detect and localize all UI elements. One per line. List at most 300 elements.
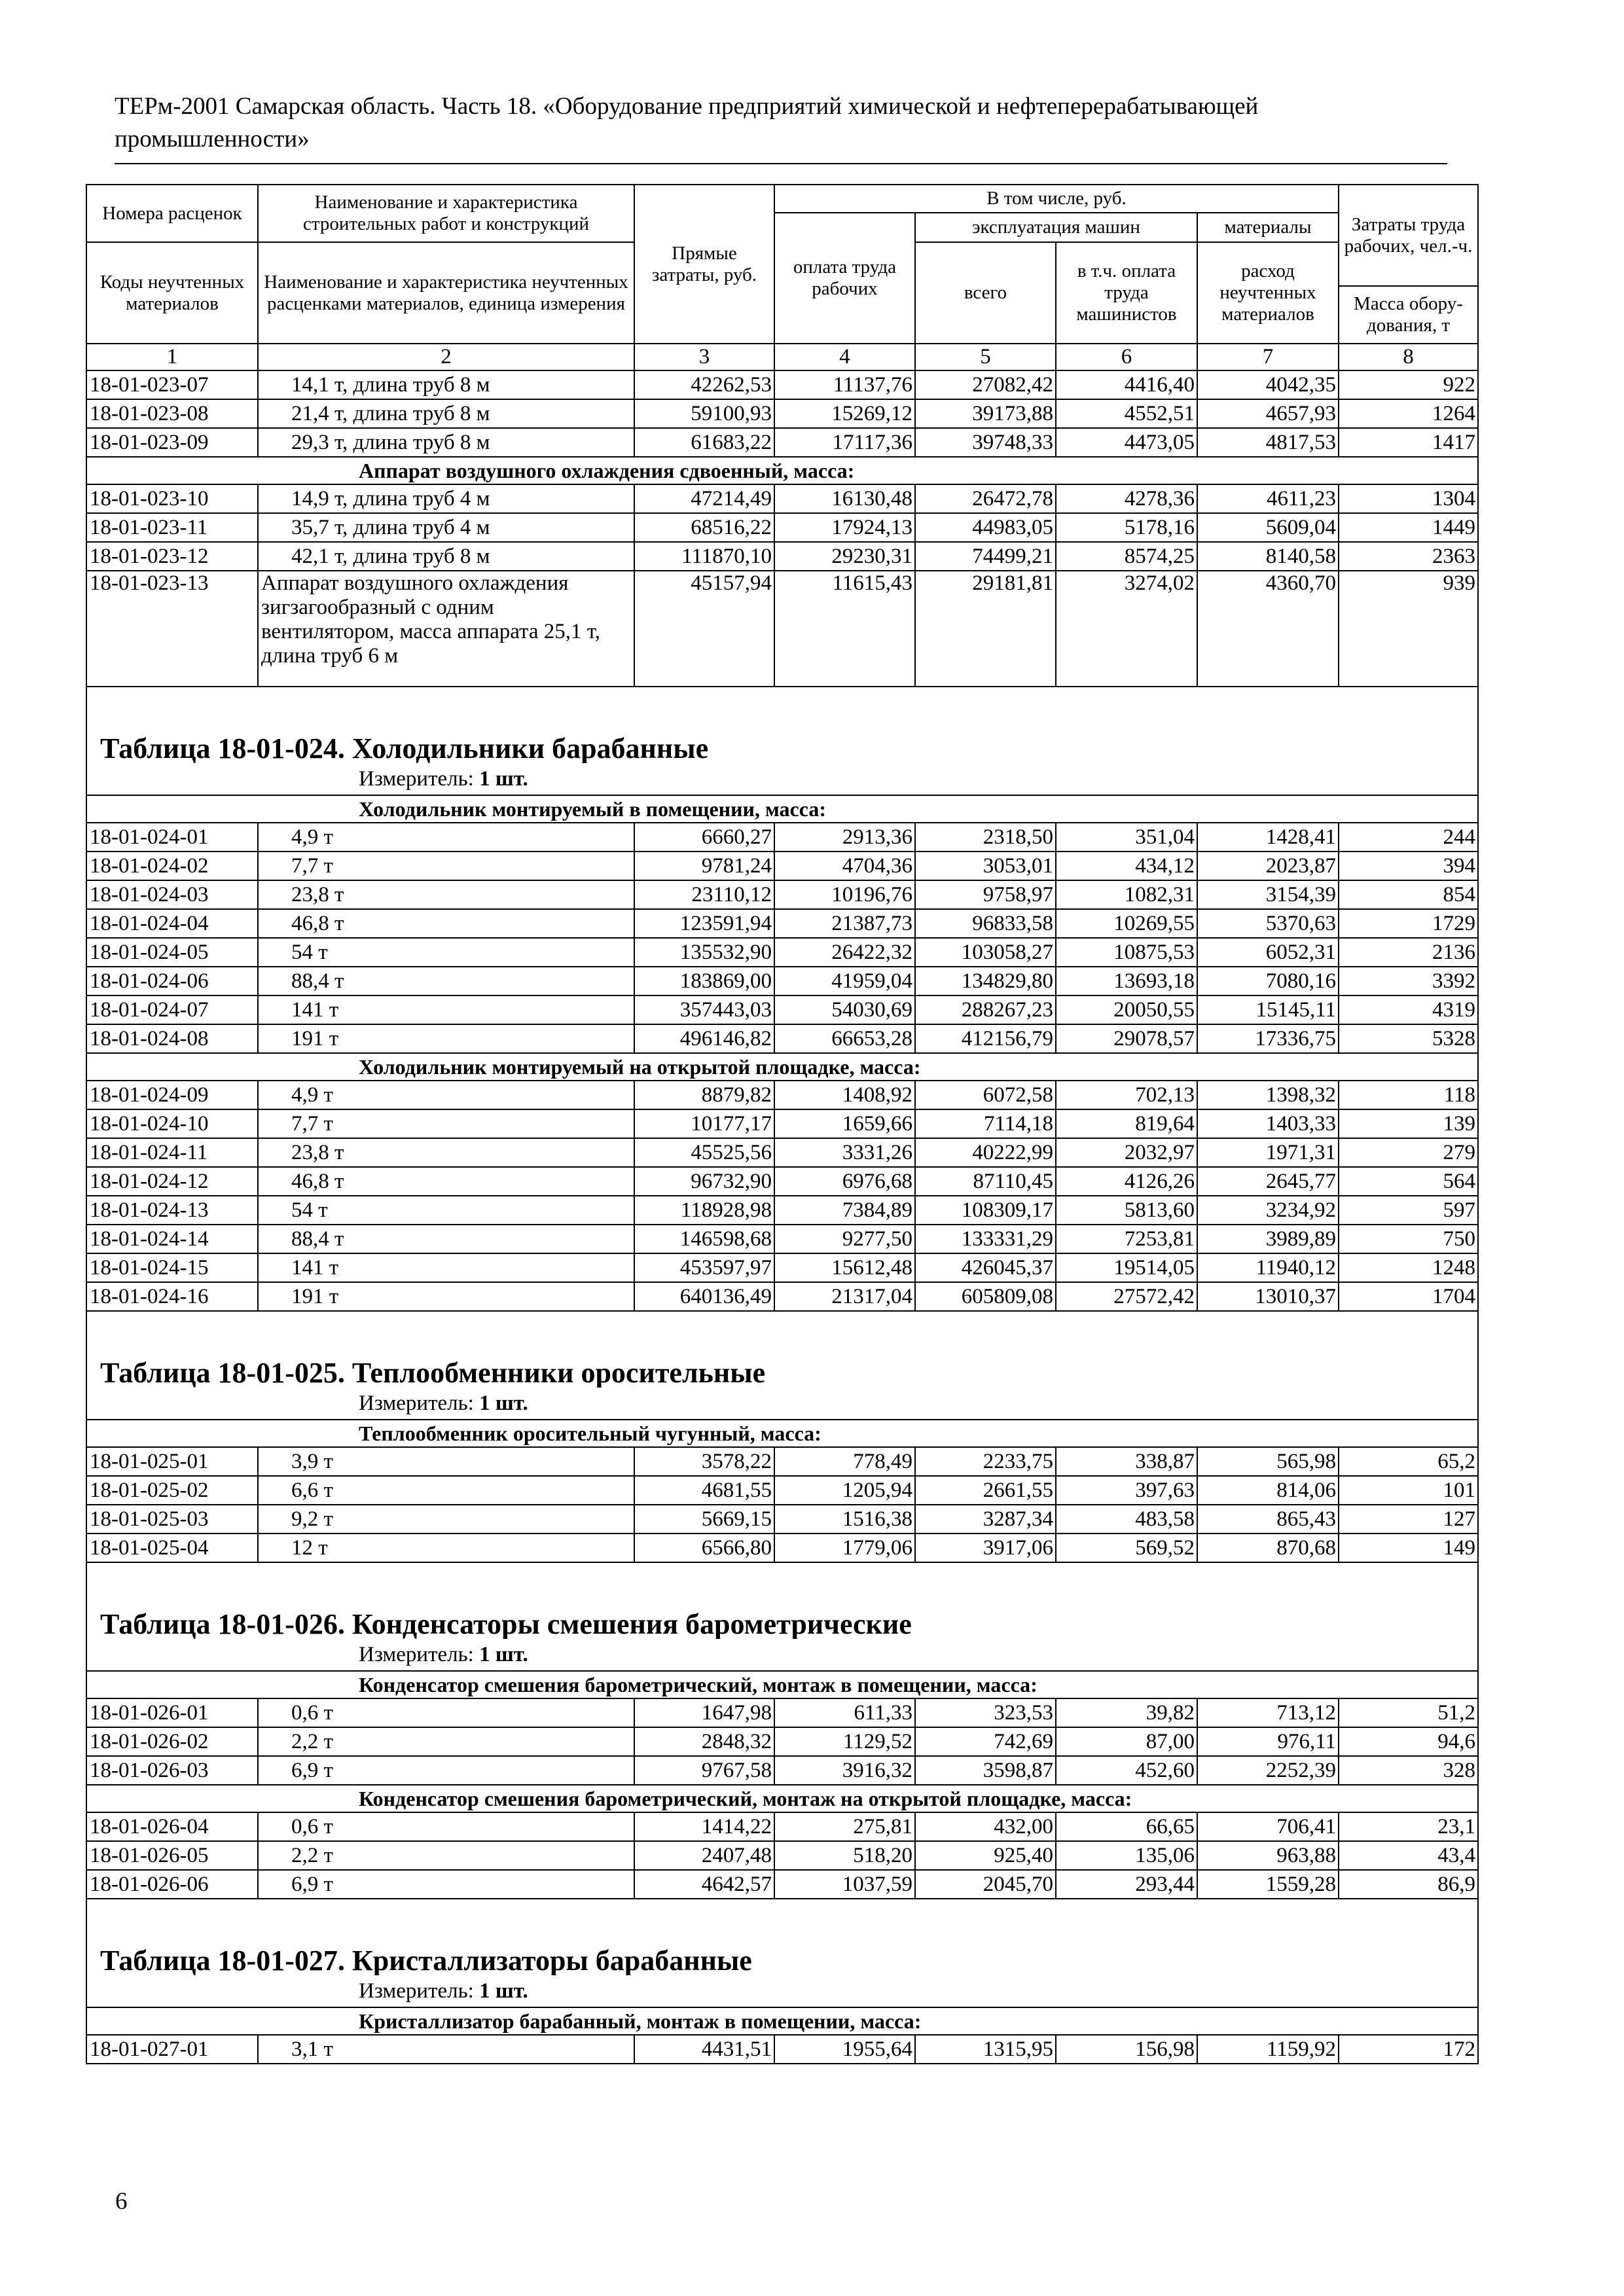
cell-machines-total: 39748,33 <box>915 428 1056 457</box>
cell-direct-costs: 6566,80 <box>634 1534 774 1562</box>
cell-machines-total: 27082,42 <box>915 370 1056 399</box>
cell-labor-costs: 51,2 <box>1339 1698 1478 1727</box>
cell-direct-costs: 3578,22 <box>634 1447 774 1476</box>
table-row <box>86 880 1478 909</box>
cell-labor-costs: 1248 <box>1339 1253 1478 1282</box>
column-number: 8 <box>1339 344 1478 370</box>
group-label: Конденсатор смешения барометрический, монтаж на открытой площадке, масса: <box>86 1785 1478 1812</box>
cell-item-name: 23,8 т <box>258 1138 634 1167</box>
cell-machinist-pay: 819,64 <box>1056 1109 1197 1138</box>
cell-worker-pay: 3916,32 <box>774 1756 915 1785</box>
cell-worker-pay: 611,33 <box>774 1698 915 1727</box>
group-row <box>86 2007 1478 2035</box>
cell-materials: 713,12 <box>1197 1698 1339 1727</box>
cell-machines-total: 3917,06 <box>915 1534 1056 1562</box>
cell-machinist-pay: 452,60 <box>1056 1756 1197 1785</box>
cell-worker-pay: 1205,94 <box>774 1476 915 1505</box>
cell-worker-pay: 15269,12 <box>774 399 915 428</box>
column-number: 2 <box>258 344 634 370</box>
cell-machinist-pay: 4278,36 <box>1056 484 1197 513</box>
cell-materials: 1403,33 <box>1197 1109 1339 1138</box>
cell-machinist-pay: 3274,02 <box>1056 571 1197 687</box>
cell-labor-costs: 564 <box>1339 1167 1478 1196</box>
table-row <box>86 823 1478 852</box>
cell-materials: 706,41 <box>1197 1812 1339 1841</box>
cell-item-name: 9,2 т <box>258 1505 634 1534</box>
cell-direct-costs: 9781,24 <box>634 852 774 880</box>
cell-direct-costs: 1414,22 <box>634 1812 774 1841</box>
cell-machinist-pay: 7253,81 <box>1056 1225 1197 1253</box>
unit-row <box>86 763 1478 795</box>
col-header-material-consumption: расход неучтенных материалов <box>1197 242 1339 344</box>
cell-item-name: 21,4 т, длина труб 8 м <box>258 399 634 428</box>
cell-direct-costs: 96732,90 <box>634 1167 774 1196</box>
cell-materials: 4657,93 <box>1197 399 1339 428</box>
cell-materials: 2645,77 <box>1197 1167 1339 1196</box>
cell-worker-pay: 9277,50 <box>774 1225 915 1253</box>
cell-labor-costs: 750 <box>1339 1225 1478 1253</box>
cell-labor-costs: 2136 <box>1339 938 1478 967</box>
unit-label: Измеритель: <box>359 1391 474 1415</box>
column-number: 7 <box>1197 344 1339 370</box>
table-row <box>86 1534 1478 1562</box>
cell-item-name: 6,9 т <box>258 1756 634 1785</box>
cell-item-name: 14,9 т, длина труб 4 м <box>258 484 634 513</box>
table-row <box>86 1812 1478 1841</box>
cell-rate-code: 18-01-026-05 <box>86 1841 258 1870</box>
table-row <box>86 1505 1478 1534</box>
cell-machinist-pay: 434,12 <box>1056 852 1197 880</box>
cell-item-name: 14,1 т, длина труб 8 м <box>258 370 634 399</box>
cell-machines-total: 432,00 <box>915 1812 1056 1841</box>
unit-value: 1 шт. <box>479 1979 528 2003</box>
table-title-row <box>86 687 1478 763</box>
cell-materials: 865,43 <box>1197 1505 1339 1534</box>
table-row <box>86 1870 1478 1899</box>
cell-worker-pay: 4704,36 <box>774 852 915 880</box>
cell-direct-costs: 2848,32 <box>634 1727 774 1756</box>
cell-labor-costs: 172 <box>1339 2035 1478 2064</box>
cell-worker-pay: 26422,32 <box>774 938 915 967</box>
cell-materials: 5370,63 <box>1197 909 1339 938</box>
cell-rate-code: 18-01-024-05 <box>86 938 258 967</box>
cell-rate-code: 18-01-026-01 <box>86 1698 258 1727</box>
table-row <box>86 542 1478 571</box>
table-row <box>86 571 1478 687</box>
cell-machinist-pay: 29078,57 <box>1056 1024 1197 1053</box>
cell-materials: 3154,39 <box>1197 880 1339 909</box>
cell-worker-pay: 10196,76 <box>774 880 915 909</box>
cell-machines-total: 133331,29 <box>915 1225 1056 1253</box>
cell-direct-costs: 1647,98 <box>634 1698 774 1727</box>
cell-rate-code: 18-01-026-03 <box>86 1756 258 1785</box>
cell-materials: 1398,32 <box>1197 1081 1339 1109</box>
table-row <box>86 1282 1478 1311</box>
cell-rate-code: 18-01-023-10 <box>86 484 258 513</box>
table-title-row <box>86 1899 1478 1975</box>
unit-cell <box>86 763 1478 795</box>
cell-item-name: 54 т <box>258 1196 634 1225</box>
cell-machinist-pay: 39,82 <box>1056 1698 1197 1727</box>
cell-machinist-pay: 5178,16 <box>1056 513 1197 542</box>
cell-direct-costs: 23110,12 <box>634 880 774 909</box>
cell-machines-total: 742,69 <box>915 1727 1056 1756</box>
cell-machinist-pay: 351,04 <box>1056 823 1197 852</box>
cell-worker-pay: 16130,48 <box>774 484 915 513</box>
cell-worker-pay: 17117,36 <box>774 428 915 457</box>
table-row <box>86 2035 1478 2064</box>
cell-machinist-pay: 293,44 <box>1056 1870 1197 1899</box>
cell-worker-pay: 778,49 <box>774 1447 915 1476</box>
table-row <box>86 1024 1478 1053</box>
table-row <box>86 938 1478 967</box>
cell-direct-costs: 183869,00 <box>634 967 774 996</box>
cell-rate-code: 18-01-023-11 <box>86 513 258 542</box>
cell-machines-total: 605809,08 <box>915 1282 1056 1311</box>
cell-rate-code: 18-01-025-03 <box>86 1505 258 1534</box>
cell-rate-code: 18-01-023-13 <box>86 571 258 687</box>
col-header-including: В том числе, руб. <box>774 185 1339 213</box>
table-row <box>86 909 1478 938</box>
cell-item-name: 46,8 т <box>258 1167 634 1196</box>
cell-machines-total: 44983,05 <box>915 513 1056 542</box>
table-title: Таблица 18-01-027. Кристаллизаторы барабанные <box>86 1899 1478 1975</box>
cell-rate-code: 18-01-026-06 <box>86 1870 258 1899</box>
cell-machinist-pay: 8574,25 <box>1056 542 1197 571</box>
price-table <box>86 184 1479 2064</box>
cell-labor-costs: 23,1 <box>1339 1812 1478 1841</box>
cell-item-name: 141 т <box>258 1253 634 1282</box>
cell-labor-costs: 394 <box>1339 852 1478 880</box>
cell-materials: 2252,39 <box>1197 1756 1339 1785</box>
cell-labor-costs: 1264 <box>1339 399 1478 428</box>
column-number: 3 <box>634 344 774 370</box>
group-row <box>86 795 1478 823</box>
cell-machines-total: 3053,01 <box>915 852 1056 880</box>
cell-materials: 814,06 <box>1197 1476 1339 1505</box>
cell-labor-costs: 5328 <box>1339 1024 1478 1053</box>
table-row <box>86 1081 1478 1109</box>
cell-machines-total: 3287,34 <box>915 1505 1056 1534</box>
group-row <box>86 1420 1478 1447</box>
cell-materials: 7080,16 <box>1197 967 1339 996</box>
cell-direct-costs: 42262,53 <box>634 370 774 399</box>
cell-labor-costs: 1449 <box>1339 513 1478 542</box>
table-row <box>86 1756 1478 1785</box>
cell-materials: 1971,31 <box>1197 1138 1339 1167</box>
cell-labor-costs: 127 <box>1339 1505 1478 1534</box>
unit-cell <box>86 1639 1478 1671</box>
cell-worker-pay: 1779,06 <box>774 1534 915 1562</box>
cell-labor-costs: 3392 <box>1339 967 1478 996</box>
cell-labor-costs: 922 <box>1339 370 1478 399</box>
column-number: 1 <box>86 344 258 370</box>
table-row <box>86 852 1478 880</box>
col-header-machines-total: всего <box>915 242 1056 344</box>
table-row <box>86 967 1478 996</box>
cell-item-name: 0,6 т <box>258 1698 634 1727</box>
unit-label: Измеритель: <box>359 1979 474 2003</box>
unit-value: 1 шт. <box>479 1642 528 1666</box>
cell-machines-total: 323,53 <box>915 1698 1056 1727</box>
table-row <box>86 1196 1478 1225</box>
column-number: 6 <box>1056 344 1197 370</box>
cell-materials: 8140,58 <box>1197 542 1339 571</box>
table-row <box>86 1138 1478 1167</box>
cell-direct-costs: 4642,57 <box>634 1870 774 1899</box>
cell-item-name: 4,9 т <box>258 823 634 852</box>
cell-rate-code: 18-01-024-03 <box>86 880 258 909</box>
unit-row <box>86 1639 1478 1671</box>
table-row <box>86 1727 1478 1756</box>
cell-direct-costs: 9767,58 <box>634 1756 774 1785</box>
cell-direct-costs: 357443,03 <box>634 996 774 1024</box>
cell-labor-costs: 328 <box>1339 1756 1478 1785</box>
cell-machines-total: 87110,45 <box>915 1167 1056 1196</box>
cell-rate-code: 18-01-023-09 <box>86 428 258 457</box>
cell-machines-total: 6072,58 <box>915 1081 1056 1109</box>
cell-materials: 6052,31 <box>1197 938 1339 967</box>
col-header-direct-costs: Прямые затраты, руб. <box>634 185 774 344</box>
cell-worker-pay: 1037,59 <box>774 1870 915 1899</box>
cell-item-name: 6,6 т <box>258 1476 634 1505</box>
cell-labor-costs: 854 <box>1339 880 1478 909</box>
unit-label: Измеритель: <box>359 766 474 791</box>
cell-machinist-pay: 20050,55 <box>1056 996 1197 1024</box>
cell-labor-costs: 94,6 <box>1339 1727 1478 1756</box>
cell-item-name: Аппарат воздушного охлаждения зигзагообразный с одним вентилятором, масса аппарата 25,1 т, длина труб 6 м <box>258 571 634 687</box>
table-row <box>86 1447 1478 1476</box>
cell-worker-pay: 275,81 <box>774 1812 915 1841</box>
table-title-row <box>86 1311 1478 1388</box>
group-row <box>86 1671 1478 1698</box>
cell-worker-pay: 7384,89 <box>774 1196 915 1225</box>
cell-direct-costs: 10177,17 <box>634 1109 774 1138</box>
cell-machines-total: 74499,21 <box>915 542 1056 571</box>
cell-machinist-pay: 135,06 <box>1056 1841 1197 1870</box>
cell-machines-total: 40222,99 <box>915 1138 1056 1167</box>
cell-materials: 4042,35 <box>1197 370 1339 399</box>
cell-item-name: 7,7 т <box>258 852 634 880</box>
cell-worker-pay: 15612,48 <box>774 1253 915 1282</box>
group-label: Холодильник монтируемый в помещении, масса: <box>86 795 1478 823</box>
cell-worker-pay: 1659,66 <box>774 1109 915 1138</box>
table-row <box>86 1253 1478 1282</box>
cell-worker-pay: 17924,13 <box>774 513 915 542</box>
cell-labor-costs: 244 <box>1339 823 1478 852</box>
cell-item-name: 42,1 т, длина труб 8 м <box>258 542 634 571</box>
cell-worker-pay: 1516,38 <box>774 1505 915 1534</box>
cell-labor-costs: 118 <box>1339 1081 1478 1109</box>
cell-rate-code: 18-01-025-02 <box>86 1476 258 1505</box>
cell-machinist-pay: 66,65 <box>1056 1812 1197 1841</box>
cell-machines-total: 426045,37 <box>915 1253 1056 1282</box>
cell-labor-costs: 101 <box>1339 1476 1478 1505</box>
cell-rate-code: 18-01-024-13 <box>86 1196 258 1225</box>
col-header-labor-costs: Затраты труда рабочих, чел.-ч. <box>1339 185 1478 286</box>
page-number: 6 <box>115 2188 128 2215</box>
cell-machines-total: 2233,75 <box>915 1447 1056 1476</box>
cell-machinist-pay: 10269,55 <box>1056 909 1197 938</box>
cell-item-name: 141 т <box>258 996 634 1024</box>
cell-machines-total: 96833,58 <box>915 909 1056 938</box>
table-row <box>86 370 1478 399</box>
cell-direct-costs: 61683,22 <box>634 428 774 457</box>
cell-machinist-pay: 702,13 <box>1056 1081 1197 1109</box>
cell-rate-code: 18-01-023-08 <box>86 399 258 428</box>
cell-labor-costs: 279 <box>1339 1138 1478 1167</box>
cell-direct-costs: 47214,49 <box>634 484 774 513</box>
cell-direct-costs: 4681,55 <box>634 1476 774 1505</box>
header-divider <box>115 163 1447 164</box>
cell-direct-costs: 146598,68 <box>634 1225 774 1253</box>
cell-machinist-pay: 2032,97 <box>1056 1138 1197 1167</box>
cell-machinist-pay: 338,87 <box>1056 1447 1197 1476</box>
group-label: Холодильник монтируемый на открытой площадке, масса: <box>86 1053 1478 1081</box>
cell-rate-code: 18-01-024-04 <box>86 909 258 938</box>
cell-worker-pay: 11615,43 <box>774 571 915 687</box>
cell-worker-pay: 41959,04 <box>774 967 915 996</box>
cell-machinist-pay: 4416,40 <box>1056 370 1197 399</box>
table-row <box>86 1167 1478 1196</box>
cell-rate-code: 18-01-025-04 <box>86 1534 258 1562</box>
cell-materials: 4611,23 <box>1197 484 1339 513</box>
cell-materials: 5609,04 <box>1197 513 1339 542</box>
col-header-worker-pay: оплата труда рабочих <box>774 213 915 344</box>
cell-labor-costs: 1304 <box>1339 484 1478 513</box>
cell-item-name: 191 т <box>258 1282 634 1311</box>
cell-item-name: 23,8 т <box>258 880 634 909</box>
group-row <box>86 1785 1478 1812</box>
cell-item-name: 46,8 т <box>258 909 634 938</box>
cell-direct-costs: 640136,49 <box>634 1282 774 1311</box>
table-row <box>86 428 1478 457</box>
cell-materials: 17336,75 <box>1197 1024 1339 1053</box>
cell-materials: 11940,12 <box>1197 1253 1339 1282</box>
cell-worker-pay: 21317,04 <box>774 1282 915 1311</box>
column-number: 5 <box>915 344 1056 370</box>
cell-machinist-pay: 4552,51 <box>1056 399 1197 428</box>
cell-materials: 870,68 <box>1197 1534 1339 1562</box>
cell-rate-code: 18-01-024-07 <box>86 996 258 1024</box>
cell-labor-costs: 1704 <box>1339 1282 1478 1311</box>
cell-machines-total: 29181,81 <box>915 571 1056 687</box>
cell-item-name: 2,2 т <box>258 1727 634 1756</box>
cell-worker-pay: 1955,64 <box>774 2035 915 2064</box>
cell-rate-code: 18-01-024-15 <box>86 1253 258 1282</box>
cell-direct-costs: 59100,93 <box>634 399 774 428</box>
cell-machinist-pay: 87,00 <box>1056 1727 1197 1756</box>
cell-rate-code: 18-01-024-01 <box>86 823 258 852</box>
cell-rate-code: 18-01-024-08 <box>86 1024 258 1053</box>
cell-direct-costs: 118928,98 <box>634 1196 774 1225</box>
cell-rate-code: 18-01-026-04 <box>86 1812 258 1841</box>
cell-machines-total: 925,40 <box>915 1841 1056 1870</box>
cell-machinist-pay: 13693,18 <box>1056 967 1197 996</box>
group-label: Кристаллизатор барабанный, монтаж в помещении, масса: <box>86 2007 1478 2035</box>
cell-machines-total: 2318,50 <box>915 823 1056 852</box>
cell-labor-costs: 86,9 <box>1339 1870 1478 1899</box>
table-title: Таблица 18-01-026. Конденсаторы смешения барометрические <box>86 1562 1478 1639</box>
cell-machines-total: 3598,87 <box>915 1756 1056 1785</box>
cell-materials: 13010,37 <box>1197 1282 1339 1311</box>
cell-direct-costs: 453597,97 <box>634 1253 774 1282</box>
col-header-work-name: Наименование и характеристика строительных работ и конструкций <box>258 185 634 242</box>
cell-worker-pay: 29230,31 <box>774 542 915 571</box>
table-row <box>86 996 1478 1024</box>
unit-row <box>86 1388 1478 1420</box>
col-header-material-codes: Коды неучтенных материалов <box>86 242 258 344</box>
unit-cell <box>86 1388 1478 1420</box>
column-number: 4 <box>774 344 915 370</box>
cell-materials: 1559,28 <box>1197 1870 1339 1899</box>
group-label: Конденсатор смешения барометрический, монтаж в помещении, масса: <box>86 1671 1478 1698</box>
cell-worker-pay: 518,20 <box>774 1841 915 1870</box>
cell-labor-costs: 1417 <box>1339 428 1478 457</box>
cell-rate-code: 18-01-026-02 <box>86 1727 258 1756</box>
cell-machines-total: 26472,78 <box>915 484 1056 513</box>
cell-labor-costs: 139 <box>1339 1109 1478 1138</box>
cell-machinist-pay: 1082,31 <box>1056 880 1197 909</box>
cell-rate-code: 18-01-024-02 <box>86 852 258 880</box>
cell-direct-costs: 8879,82 <box>634 1081 774 1109</box>
table-row <box>86 1476 1478 1505</box>
group-row <box>86 1053 1478 1081</box>
cell-materials: 3234,92 <box>1197 1196 1339 1225</box>
cell-labor-costs: 1729 <box>1339 909 1478 938</box>
cell-rate-code: 18-01-023-12 <box>86 542 258 571</box>
cell-materials: 15145,11 <box>1197 996 1339 1024</box>
cell-machinist-pay: 4473,05 <box>1056 428 1197 457</box>
cell-direct-costs: 496146,82 <box>634 1024 774 1053</box>
cell-worker-pay: 21387,73 <box>774 909 915 938</box>
cell-worker-pay: 66653,28 <box>774 1024 915 1053</box>
table-row <box>86 484 1478 513</box>
cell-rate-code: 18-01-023-07 <box>86 370 258 399</box>
cell-item-name: 3,9 т <box>258 1447 634 1476</box>
cell-direct-costs: 2407,48 <box>634 1841 774 1870</box>
cell-machines-total: 39173,88 <box>915 399 1056 428</box>
col-header-material-name: Наименование и характеристика неучтенных расценками материалов, единица измерения <box>258 242 634 344</box>
cell-item-name: 4,9 т <box>258 1081 634 1109</box>
cell-rate-code: 18-01-024-06 <box>86 967 258 996</box>
cell-item-name: 35,7 т, длина труб 4 м <box>258 513 634 542</box>
cell-machines-total: 288267,23 <box>915 996 1056 1024</box>
cell-materials: 565,98 <box>1197 1447 1339 1476</box>
cell-materials: 976,11 <box>1197 1727 1339 1756</box>
cell-direct-costs: 4431,51 <box>634 2035 774 2064</box>
cell-materials: 4360,70 <box>1197 571 1339 687</box>
cell-machines-total: 108309,17 <box>915 1196 1056 1225</box>
table-row <box>86 399 1478 428</box>
table-row <box>86 1698 1478 1727</box>
cell-machinist-pay: 483,58 <box>1056 1505 1197 1534</box>
cell-worker-pay: 1408,92 <box>774 1081 915 1109</box>
cell-labor-costs: 43,4 <box>1339 1841 1478 1870</box>
cell-rate-code: 18-01-024-09 <box>86 1081 258 1109</box>
table-title: Таблица 18-01-025. Теплообменники оросительные <box>86 1311 1478 1388</box>
cell-labor-costs: 65,2 <box>1339 1447 1478 1476</box>
cell-direct-costs: 45157,94 <box>634 571 774 687</box>
cell-rate-code: 18-01-024-14 <box>86 1225 258 1253</box>
col-header-machines: эксплуатация машин <box>915 213 1197 242</box>
cell-rate-code: 18-01-024-16 <box>86 1282 258 1311</box>
unit-label: Измеритель: <box>359 1642 474 1666</box>
table-row <box>86 1841 1478 1870</box>
table-row <box>86 1225 1478 1253</box>
table-row <box>86 1109 1478 1138</box>
cell-worker-pay: 1129,52 <box>774 1727 915 1756</box>
